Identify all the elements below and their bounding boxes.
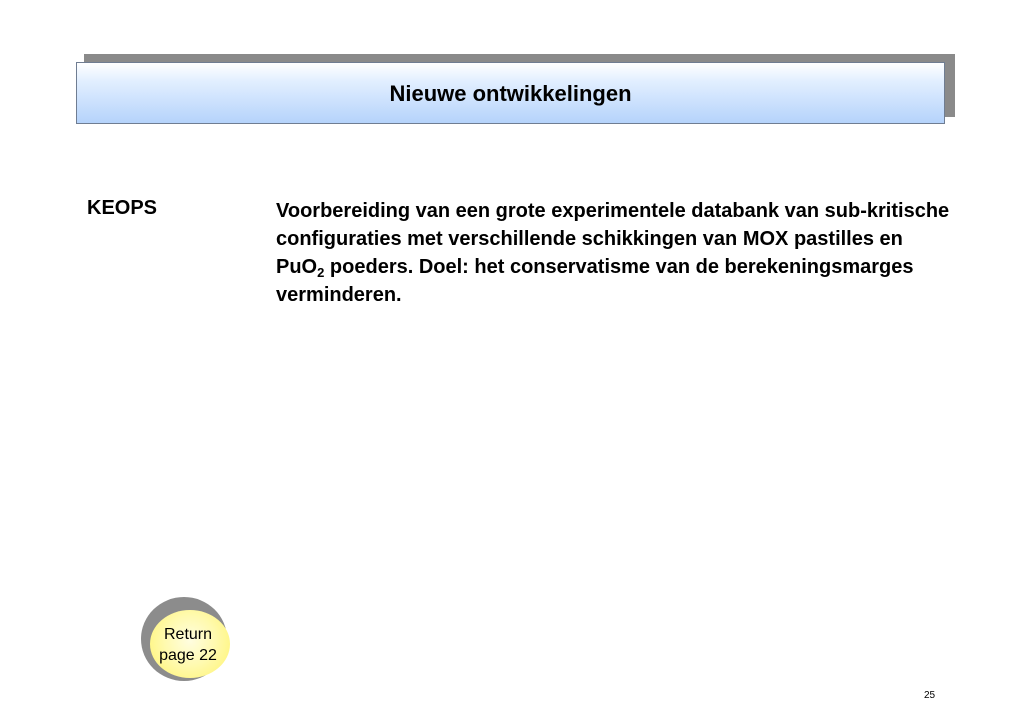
title-banner bbox=[76, 62, 945, 124]
description-subscript: 2 bbox=[317, 265, 325, 280]
description-text-part1: Voorbereiding van een grote experimentele databank van sub-kritische configuraties met verschillende schikkingen van MOX pastilles en PuO bbox=[276, 200, 950, 278]
return-button-line1: Return bbox=[163, 626, 213, 643]
return-button-line2: page 22 bbox=[159, 647, 217, 664]
description-text-part2: poeders. Doel: het conservatisme van de berekeningsmarges verminderen. bbox=[276, 256, 914, 306]
return-button-label bbox=[145, 624, 231, 666]
return-page-button[interactable] bbox=[141, 597, 231, 681]
term-label: KEOPS bbox=[87, 197, 158, 219]
term-description bbox=[276, 197, 956, 309]
slide-title: Nieuwe ontwikkelingen bbox=[389, 81, 632, 106]
page-number: 25 bbox=[924, 690, 936, 701]
